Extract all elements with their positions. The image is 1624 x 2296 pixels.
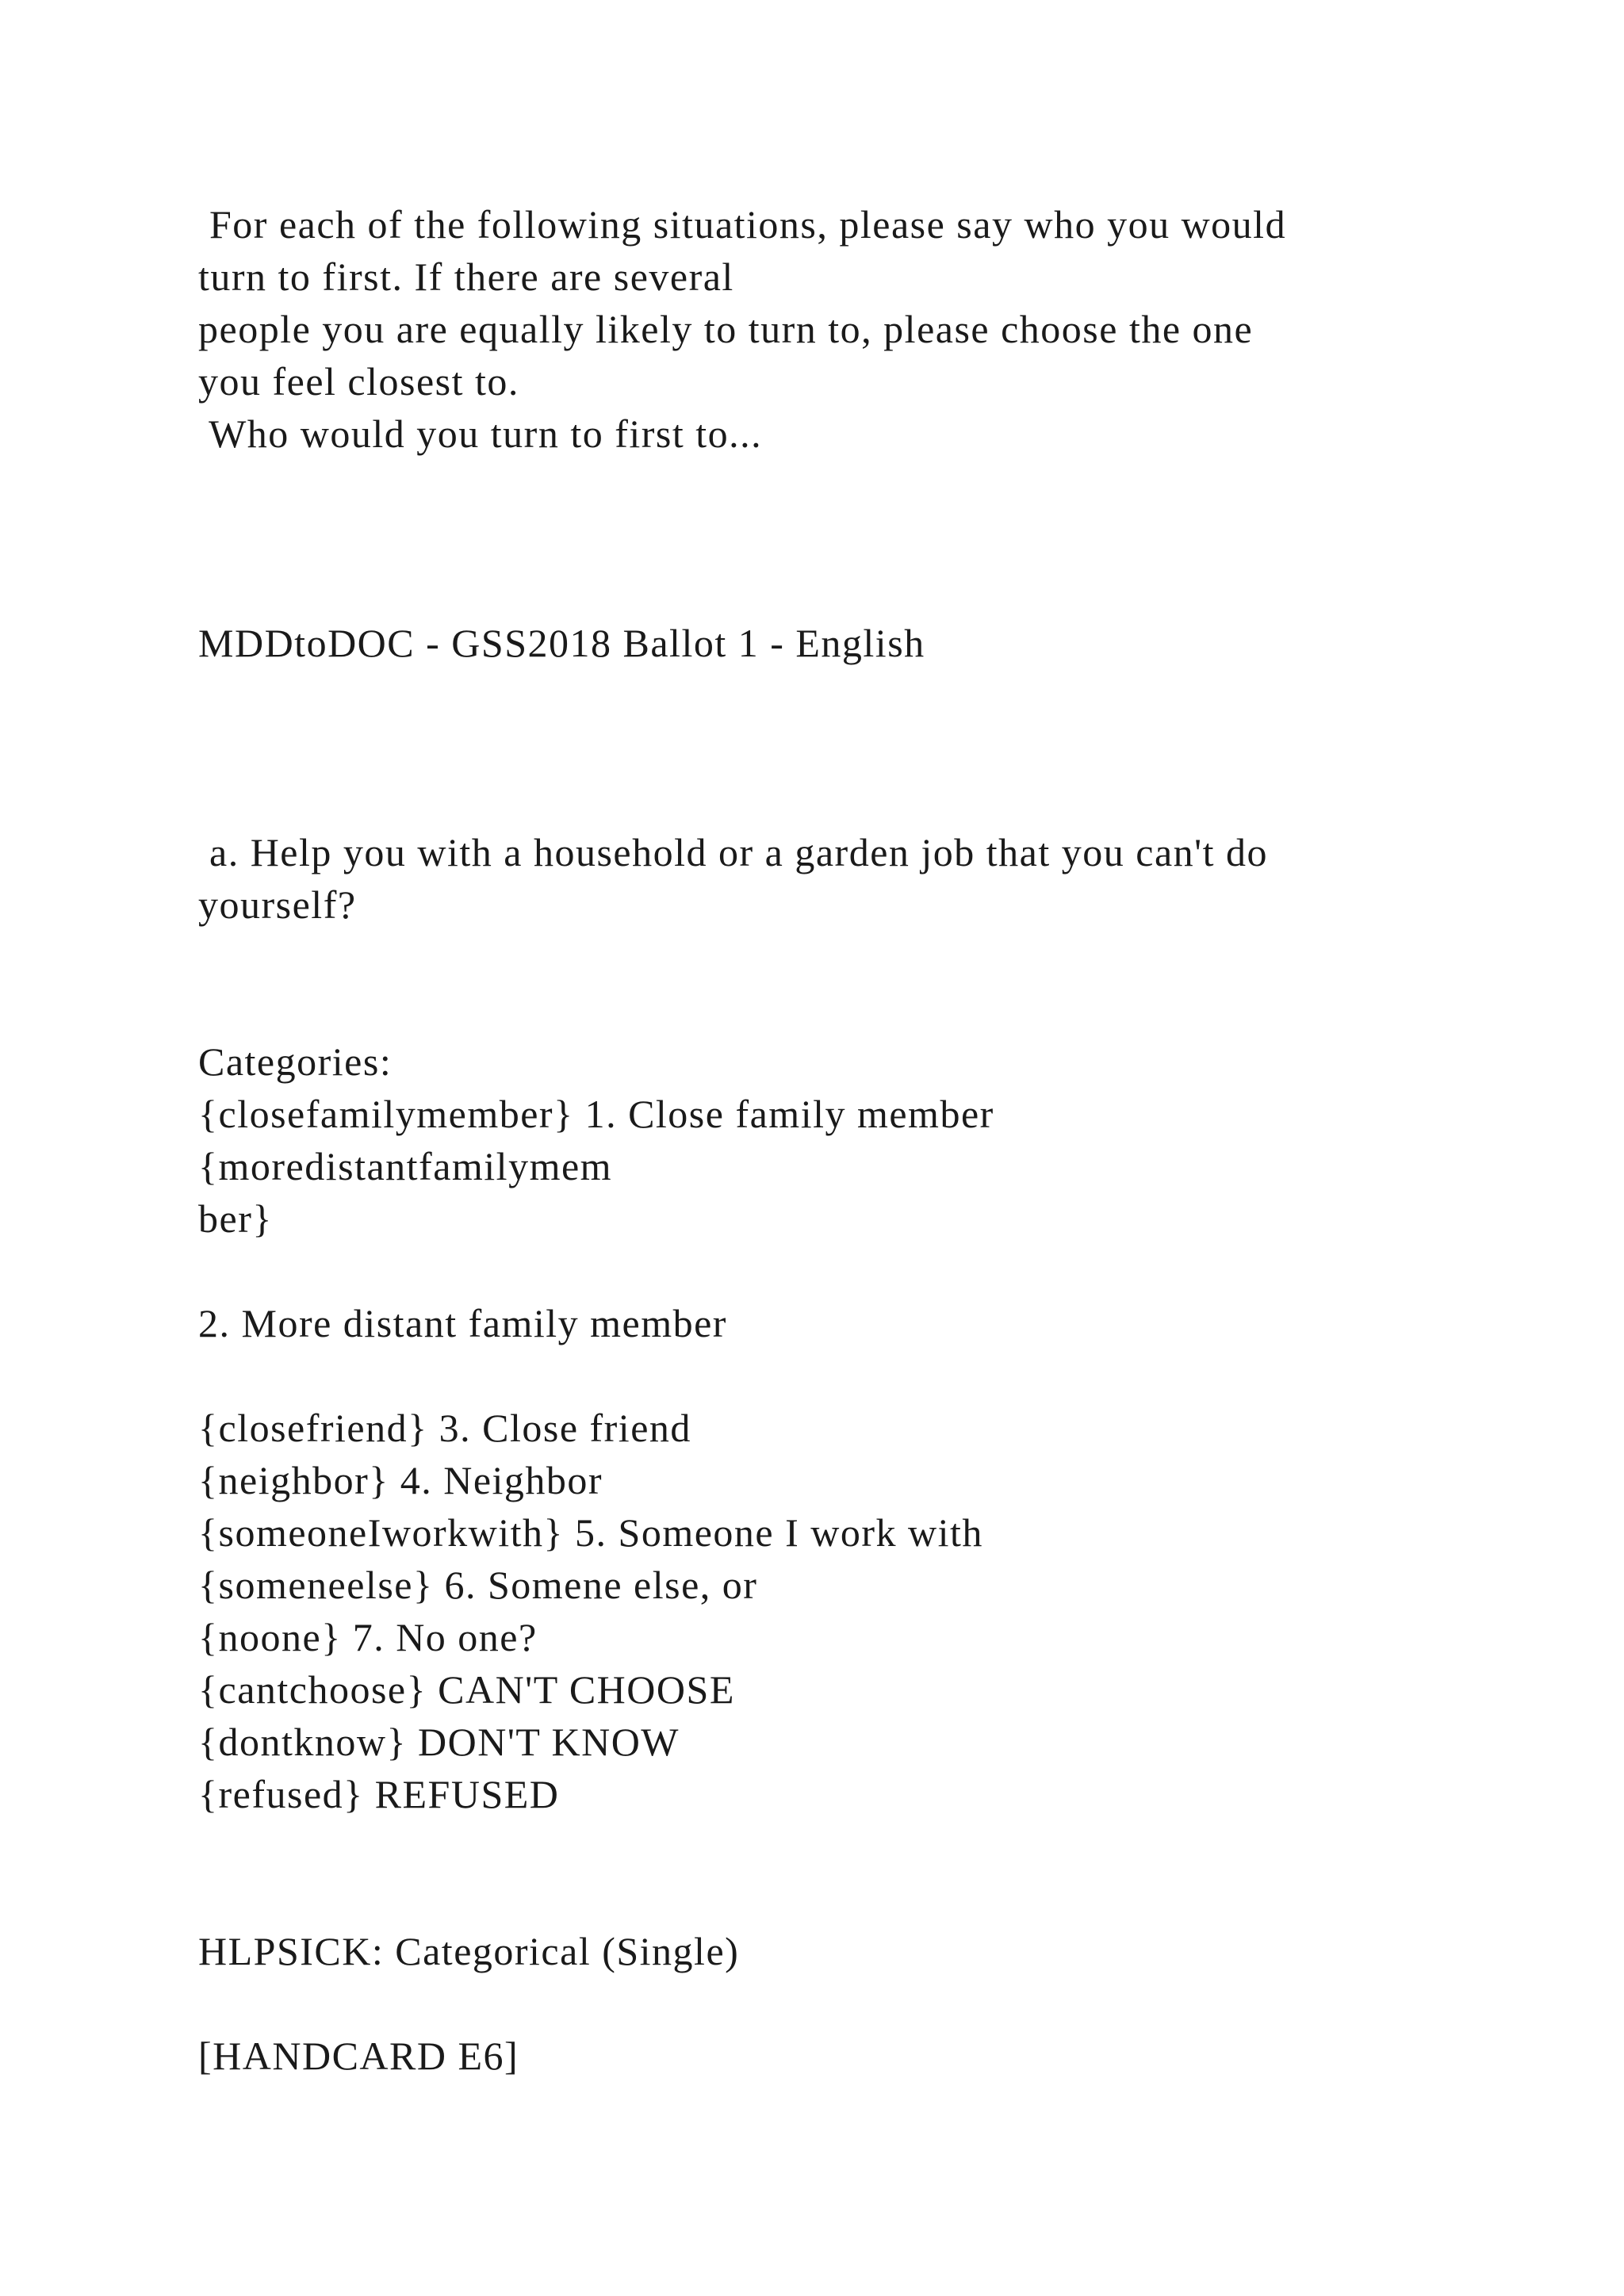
intro-line: people you are equally likely to turn to, please choose the one bbox=[198, 307, 1254, 351]
spacer bbox=[198, 1977, 1467, 2030]
spacer bbox=[198, 1820, 1467, 1925]
intro-line: you feel closest to. bbox=[198, 359, 519, 404]
document-title: MDDtoDOC - GSS2018 Ballot 1 - English bbox=[198, 621, 925, 665]
category-item: {refused} REFUSED bbox=[198, 1772, 560, 1816]
category-item: {dontknow} DON'T KNOW bbox=[198, 1720, 680, 1764]
variable-definition: HLPSICK: Categorical (Single) bbox=[198, 1929, 740, 1973]
category-item bbox=[198, 1245, 1467, 1297]
category-item: {neighbor} 4. Neighbor bbox=[198, 1458, 603, 1502]
category-item: {someoneIworkwith} 5. Someone I work with bbox=[198, 1510, 983, 1555]
category-item bbox=[198, 1349, 1467, 1402]
intro-line: Who would you turn to first to... bbox=[198, 411, 763, 456]
intro-line: turn to first. If there are several bbox=[198, 254, 734, 299]
question-text: yourself? bbox=[198, 882, 357, 927]
spacer bbox=[198, 931, 1467, 1035]
category-item: ber} bbox=[198, 1196, 273, 1241]
category-item: {someneelse} 6. Somene else, or bbox=[198, 1563, 758, 1607]
category-item: {moredistantfamilymem bbox=[198, 1144, 613, 1188]
document-body bbox=[198, 198, 1467, 2082]
intro-line: For each of the following situations, please say who you would bbox=[198, 202, 1287, 247]
category-item: 2. More distant family member bbox=[198, 1301, 727, 1345]
spacer bbox=[198, 669, 1467, 826]
category-item: {closefamilymember} 1. Close family member bbox=[198, 1092, 994, 1136]
category-item: {closefriend} 3. Close friend bbox=[198, 1406, 691, 1450]
spacer bbox=[198, 460, 1467, 617]
handcard-reference: [HANDCARD E6] bbox=[198, 2034, 519, 2078]
categories-list bbox=[198, 1088, 1467, 1820]
categories-label: Categories: bbox=[198, 1039, 393, 1084]
question-text: a. Help you with a household or a garden job that you can't do bbox=[198, 830, 1269, 874]
category-item: {cantchoose} CAN'T CHOOSE bbox=[198, 1667, 735, 1712]
category-item: {noone} 7. No one? bbox=[198, 1615, 538, 1659]
